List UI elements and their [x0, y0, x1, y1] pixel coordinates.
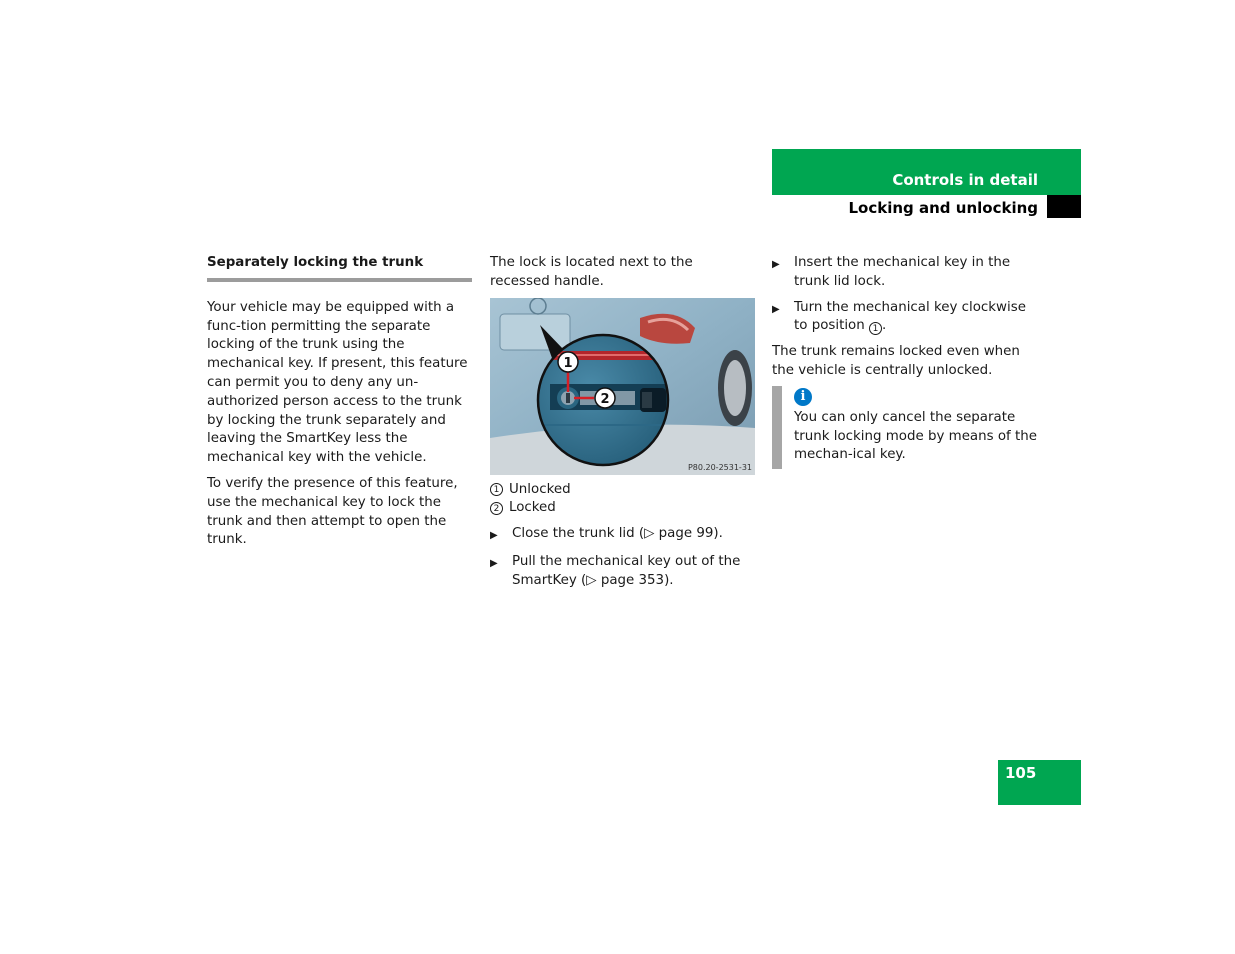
lock-location-text: The lock is located next to the recessed handle. — [490, 255, 693, 289]
step-turn-key — [772, 299, 1040, 337]
bullet-arrow-icon: ▶ — [772, 303, 780, 315]
locked-remark: The trunk remains locked even when the vehicle is centrally unlocked. — [772, 344, 1020, 378]
legend-label: Locked — [509, 500, 556, 516]
section-heading: Separately locking the trunk — [207, 254, 472, 282]
legend-item-locked — [490, 499, 755, 518]
step-text: Pull the mechanical key out of the SmartKey (▷ page 353). — [512, 553, 741, 588]
figure-legend — [490, 481, 755, 519]
thumb-tab-marker — [1047, 195, 1081, 218]
legend-number: 2 — [490, 502, 503, 515]
verify-paragraph: To verify the presence of this feature, use the mechanical key to lock the trunk and then attempt to open the trunk. — [207, 475, 458, 548]
note-text: You can only cancel the separate trunk locking mode by means of the mechan-ical key. — [794, 409, 1037, 463]
legend-item-unlocked — [490, 481, 755, 500]
svg-text:2: 2 — [600, 391, 610, 407]
step-pull-key — [490, 553, 755, 591]
trunk-lock-illustration — [490, 298, 755, 475]
callout-2 — [595, 388, 615, 408]
note-bar — [772, 386, 782, 469]
info-icon: i — [794, 388, 812, 406]
bullet-arrow-icon: ▶ — [772, 259, 780, 270]
info-note — [772, 386, 1040, 469]
figure-code: P80.20-2531-31 — [687, 462, 752, 472]
left-column — [207, 254, 472, 550]
step-insert-key — [772, 254, 1040, 292]
position-reference: 1 — [869, 322, 882, 335]
legend-label: Unlocked — [509, 481, 571, 497]
step-text: Turn the mechanical key clockwise to position 1 . — [794, 299, 1026, 335]
page-number: 105 — [1005, 764, 1037, 782]
bullet-arrow-icon: ▶ — [490, 557, 498, 569]
step-close-trunk — [490, 525, 755, 546]
right-column — [772, 254, 1040, 469]
section-title: Controls in detail — [892, 171, 1038, 189]
subsection-title: Locking and unlocking — [848, 199, 1038, 217]
middle-column — [490, 254, 755, 591]
header-green-box — [772, 149, 1081, 195]
svg-text:1: 1 — [563, 355, 573, 371]
legend-number: 1 — [490, 483, 503, 496]
intro-paragraph: Your vehicle may be equipped with a func-tion permitting the separate locking of the trunk using the mechanical key. If present, this feature can permit you to deny any un-authorized person access to the trunk by locking the trunk separately and leaving the SmartKey less the mechanical key with the vehicle. — [207, 299, 468, 466]
callout-1 — [558, 352, 578, 372]
step-text: Insert the mechanical key in the trunk lid lock. — [794, 255, 1011, 289]
bullet-arrow-icon: ▶ — [490, 530, 498, 542]
step-text: Close the trunk lid (▷ page 99). — [512, 526, 723, 542]
